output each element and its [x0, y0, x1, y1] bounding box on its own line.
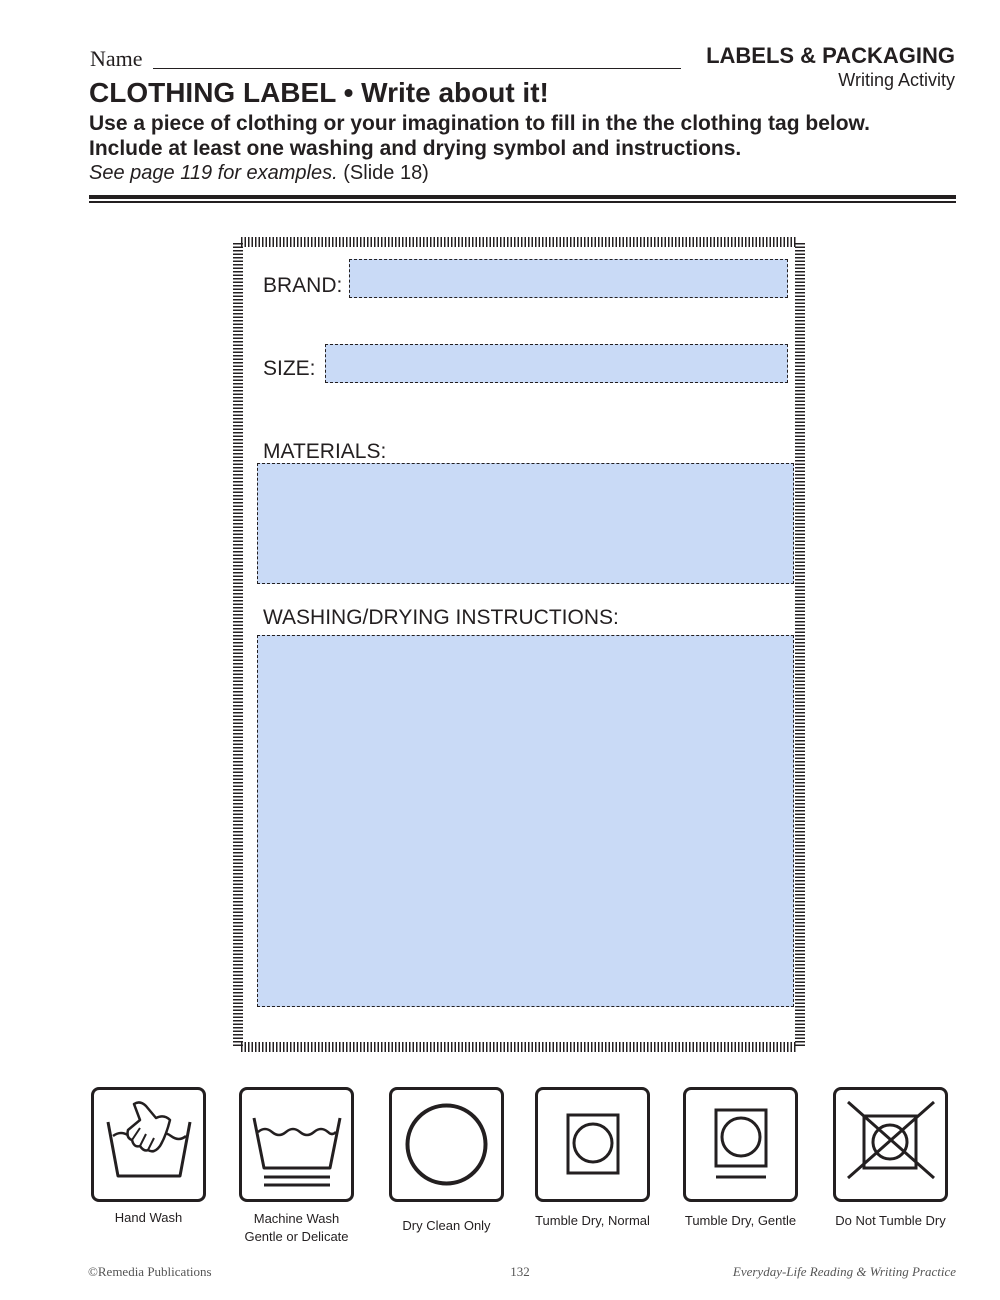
machine-wash-gentle-icon: [242, 1090, 351, 1199]
reference-line: [89, 162, 429, 185]
page-title: CLOTHING LABEL • Write about it!: [89, 77, 549, 108]
stitch-border-bottom: [241, 1042, 797, 1052]
washing-instructions-label: WASHING/DRYING INSTRUCTIONS:: [263, 606, 619, 629]
footer-page-number: 132: [510, 1264, 530, 1279]
stitch-border-left: [233, 243, 243, 1046]
size-label: SIZE:: [263, 357, 316, 380]
washing-instructions-field[interactable]: [257, 635, 794, 1007]
brand-label: BRAND:: [263, 274, 343, 297]
header-rule-thin: [89, 201, 956, 203]
hand-wash-icon: [94, 1090, 203, 1199]
dry-clean-only-icon: [392, 1090, 501, 1199]
slide-reference: (Slide 18): [343, 162, 429, 184]
header-rule-thick: [89, 195, 956, 199]
stitch-border-top: [241, 237, 797, 247]
do-not-tumble-dry-caption: Do Not Tumble Dry: [835, 1213, 946, 1228]
tumble-dry-normal-caption: Tumble Dry, Normal: [535, 1213, 650, 1228]
hand-wash-caption: Hand Wash: [114, 1210, 183, 1225]
stitch-border-right: [795, 243, 805, 1046]
hand-wash-symbol: [91, 1087, 206, 1202]
machine-wash-gentle-symbol: [239, 1087, 354, 1202]
brand-field[interactable]: [349, 259, 788, 298]
tumble-dry-normal-icon: [538, 1090, 647, 1199]
series-title: LABELS & PACKAGING: [706, 43, 955, 68]
dry-clean-only-symbol: [389, 1087, 504, 1202]
name-label: Name: [90, 46, 143, 71]
tumble-dry-gentle-symbol: [683, 1087, 798, 1202]
activity-type: Writing Activity: [838, 70, 955, 90]
machine-wash-caption-line1: Machine Wash: [253, 1211, 340, 1226]
size-field[interactable]: [325, 344, 788, 383]
name-input-line[interactable]: [153, 68, 681, 69]
machine-wash-caption-line2: Gentle or Delicate: [244, 1229, 349, 1244]
do-not-tumble-dry-icon: [836, 1090, 945, 1199]
instruction-line-1: Use a piece of clothing or your imagination to fill in the the clothing tag below.: [89, 112, 870, 135]
see-page-text: See page 119 for examples.: [89, 162, 338, 184]
do-not-tumble-dry-symbol: [833, 1087, 948, 1202]
footer-book-title: Everyday-Life Reading & Writing Practice: [732, 1264, 956, 1279]
materials-field[interactable]: [257, 463, 794, 584]
tumble-dry-normal-symbol: [535, 1087, 650, 1202]
materials-label: MATERIALS:: [263, 440, 387, 463]
clothing-tag: [233, 237, 805, 1052]
footer-publisher: ©Remedia Publications: [88, 1264, 212, 1279]
instruction-line-2: Include at least one washing and drying symbol and instructions.: [89, 137, 742, 160]
dry-clean-only-caption: Dry Clean Only: [402, 1218, 491, 1233]
tumble-dry-gentle-caption: Tumble Dry, Gentle: [684, 1213, 797, 1228]
tumble-dry-gentle-icon: [686, 1090, 795, 1199]
